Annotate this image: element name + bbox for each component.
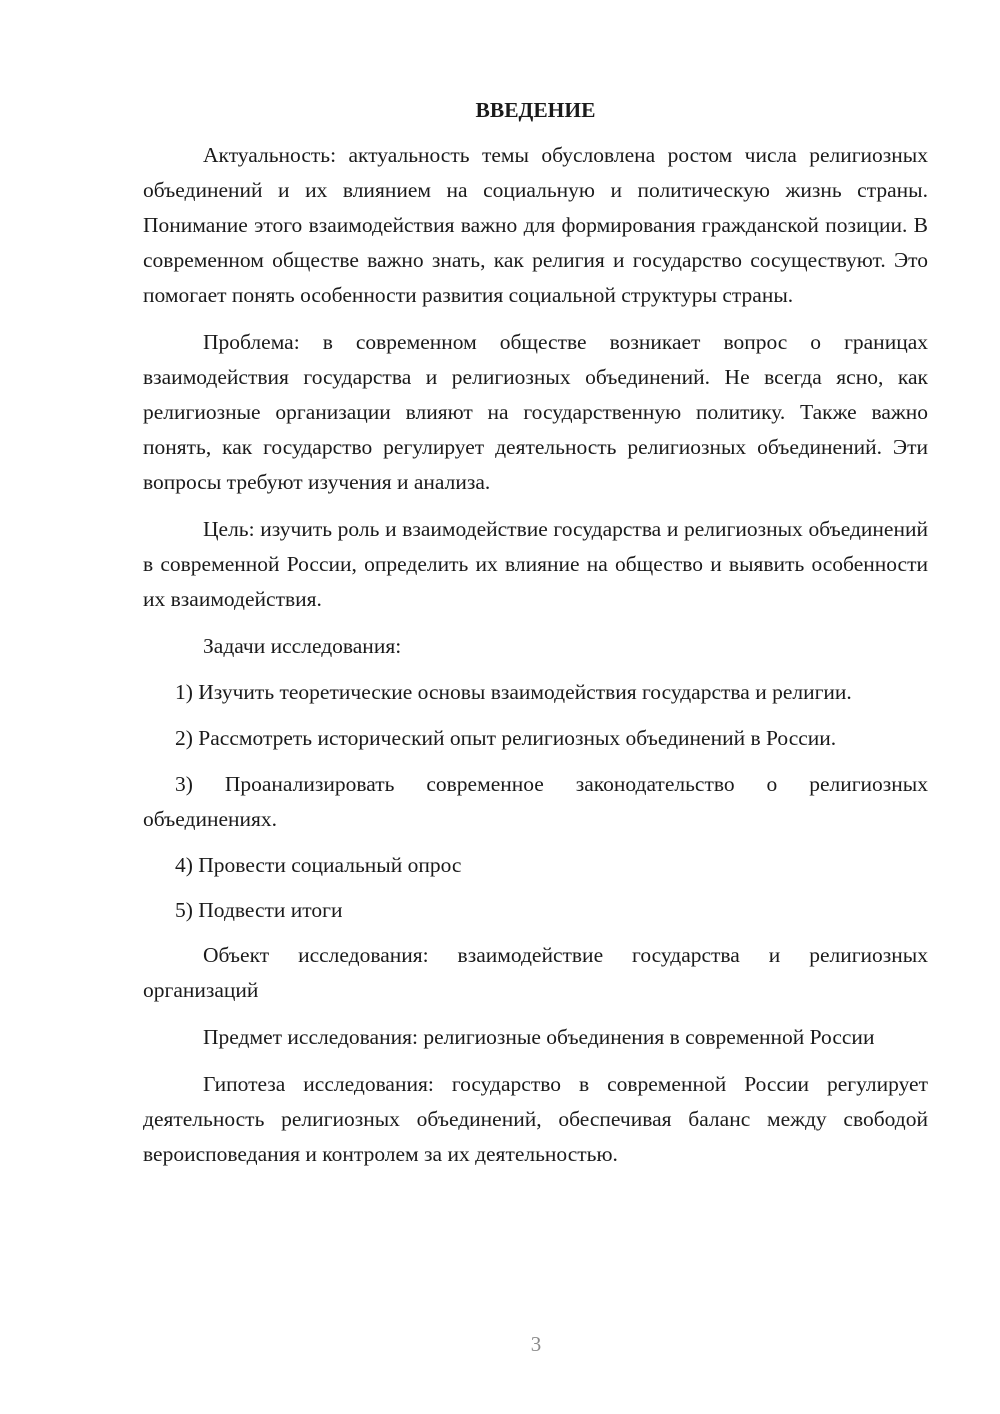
page-number: 3 — [530, 1332, 542, 1356]
paragraph-goal: Цель: изучить роль и взаимодействие государства и религиозных объединений в современной России, определить их влияние на общество и выявить особенности их взаимодействия. — [143, 517, 928, 611]
list-item: 4) Провести социальный опрос — [175, 853, 462, 877]
paragraph-object: Объект исследования: взаимодействие государства и религиозных организаций — [143, 943, 928, 1002]
list-item: 3) Проанализировать современное законодательство о религиозных объединениях. — [143, 772, 928, 831]
section-title: ВВЕДЕНИЕ — [475, 98, 596, 122]
paragraph-relevance: Актуальность: актуальность темы обусловлена ростом числа религиозных объединений и их влиянием на социальную и политическую жизнь страны. Понимание этого взаимодействия важно для формирования гражданской позиции. В современном обществе важно знать, как религия и государство сосуществуют. Это помогает понять особенности развития социальной структуры страны. — [143, 143, 928, 307]
paragraph-problem: Проблема: в современном обществе возникает вопрос о границах взаимодействия государства и религиозных объединений. Не всегда ясно, как религиозные организации влияют на государственную политику. Также важно понять, как государство регулирует деятельность религиозных объединений. Эти вопросы требуют изучения и анализа. — [143, 330, 928, 494]
tasks-list — [143, 675, 928, 928]
paragraph-subject: Предмет исследования: религиозные объединения в современной России — [203, 1025, 875, 1049]
paragraph-tasks-heading: Задачи исследования: — [203, 634, 402, 658]
list-item: 5) Подвести итоги — [175, 898, 343, 922]
list-item: 2) Рассмотреть исторический опыт религиозных объединений в России. — [175, 726, 837, 750]
list-item: 1) Изучить теоретические основы взаимодействия государства и религии. — [175, 680, 852, 704]
paragraph-hypothesis: Гипотеза исследования: государство в современной России регулирует деятельность религиозных объединений, обеспечивая баланс между свободой вероисповедания и контролем за их деятельностью. — [143, 1072, 928, 1166]
document-page — [143, 95, 928, 1184]
